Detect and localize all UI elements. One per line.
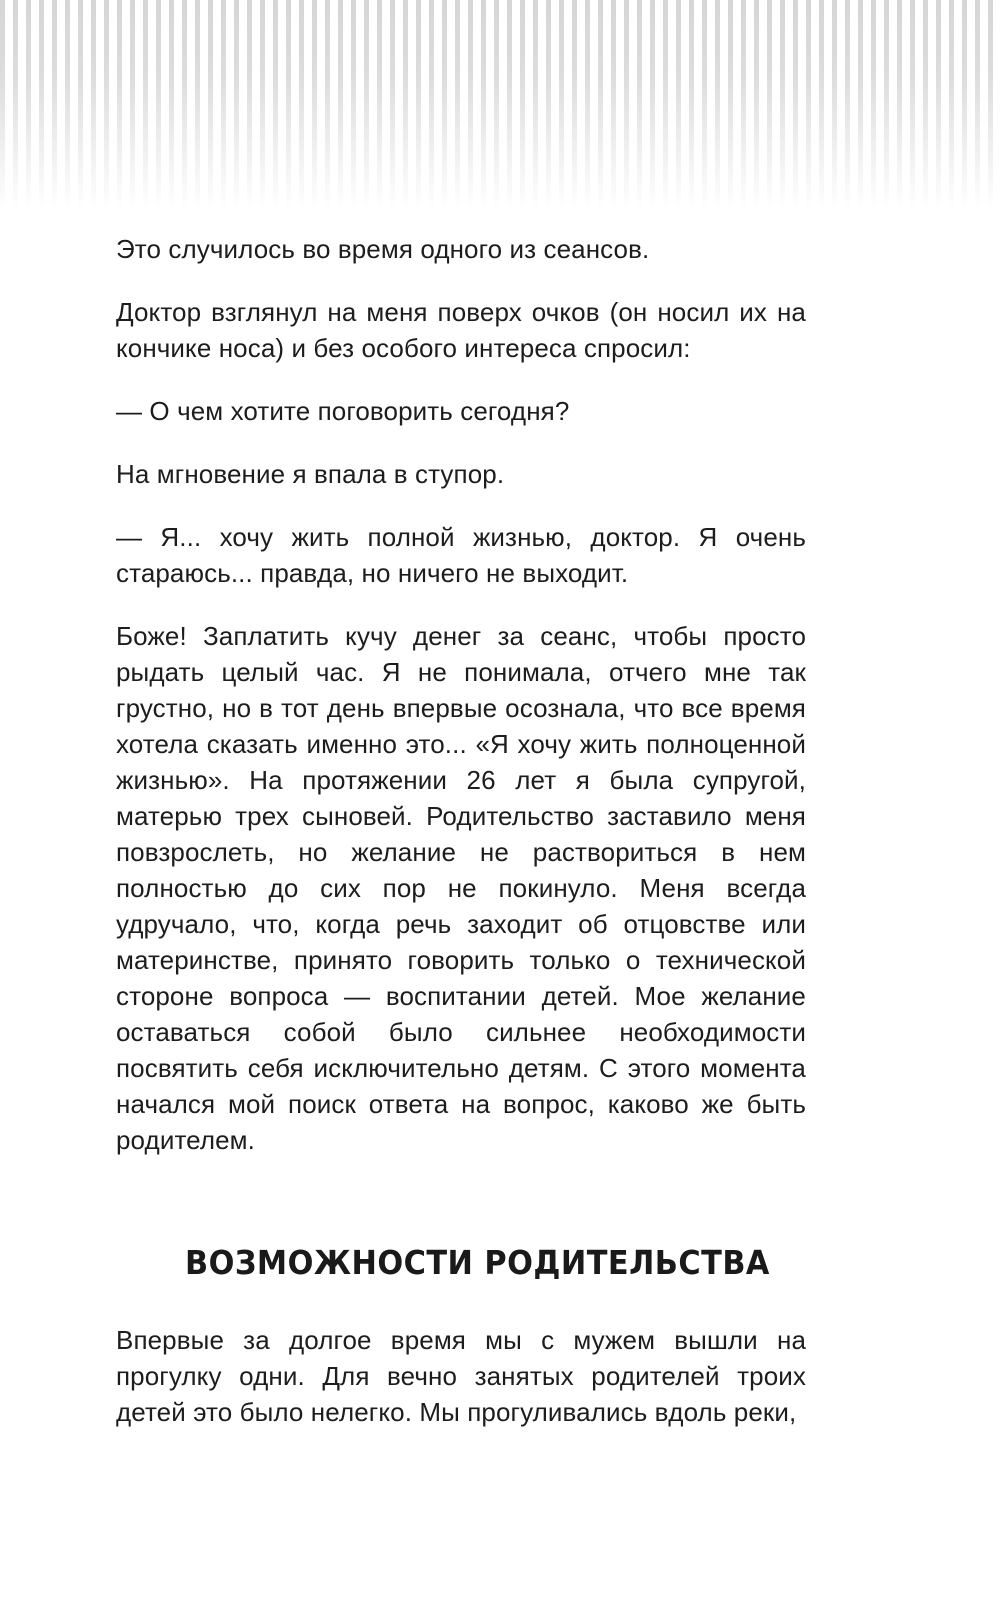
- page-body: [116, 231, 806, 1457]
- paragraph-dialogue-answer: — Я... хочу жить полной жизнью, доктор. Я очень стараюсь... правда, но ничего не выходит.: [116, 522, 806, 588]
- paragraph-doctor-question: Доктор взглянул на меня поверх очков (он носил их на кончике носа) и без особого интереса спросил:: [116, 297, 806, 363]
- paragraph-reflection: Боже! Заплатить кучу денег за сеанс, чтобы просто рыдать целый час. Я не понимала, отчего мне так грустно, но в тот день впервые осознала, что все время хотела сказать именно это... «Я хочу жить полноценной жизнью». На протяжении 26 лет я была супругой, матерью трех сыновей. Родительство заставило меня повзрослеть, но желание не раствориться в нем полностью до сих пор не покинуло. Меня всегда удручало, что, когда речь заходит об отцовстве или материнстве, принято говорить только о технической стороне вопроса — воспитании детей. Мое желание оставаться собой было сильнее необходимости посвятить себя исключительно детям. С этого момента начался мой поиск ответа на вопрос, каково же быть родителем.: [116, 621, 806, 1155]
- paragraph-session-intro: Это случилось во время одного из сеансов.: [116, 234, 650, 264]
- section-heading: ВОЗМОЖНОСТИ РОДИТЕЛЬСТВА: [185, 1243, 770, 1282]
- decorative-striped-header: [0, 0, 1000, 210]
- paragraph-dialogue-doctor: — О чем хотите поговорить сегодня?: [116, 396, 570, 426]
- paragraph-stupor: На мгновение я впала в ступор.: [116, 459, 505, 489]
- paragraph-walk: Впервые за долгое время мы с мужем вышли на прогулку одни. Для вечно занятых родителей троих детей это было нелегко. Мы прогуливались вдоль реки,: [116, 1325, 806, 1427]
